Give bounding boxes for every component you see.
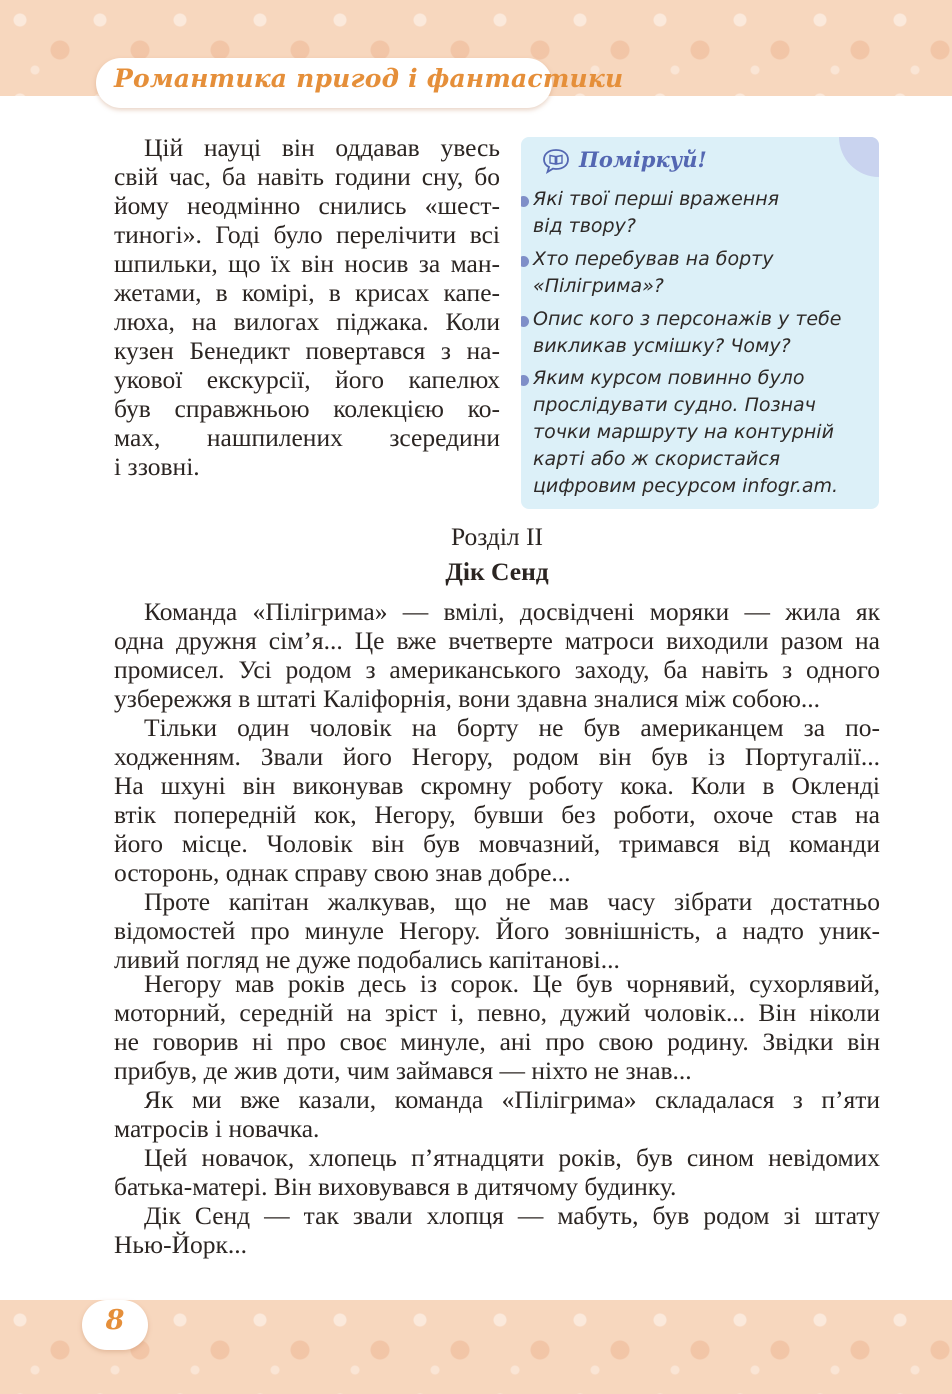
text-line: кузен Бенедикт повертався з на-: [114, 336, 500, 365]
text-line: ходженням. Звали його Негору, родом він був із Португалії...: [114, 742, 880, 771]
section-title: Романтика пригод і фантастики: [114, 64, 624, 93]
text-line: Негору мав років десь із сорок. Це був чорнявий, сухорлявий,: [144, 969, 880, 998]
question-line: Хто перебував на борту: [533, 248, 774, 270]
text-line: відомостей про минуле Негору. Його зовнішність, а надто уник-: [114, 916, 880, 945]
text-line: узбережжя в штаті Каліфорнія, вони здавна зналися між собою...: [114, 684, 821, 713]
text-line: Дік Сенд — так звали хлопця — мабуть, був родом зі штату: [144, 1201, 880, 1230]
text-line: не говорив ні про своє минуле, ані про свою родину. Звідки він: [114, 1027, 880, 1056]
question-line: Опис кого з персонажів у тебе: [533, 308, 842, 330]
text-line: мах, нашпилених зсередини: [114, 423, 500, 452]
bullet-icon: [521, 316, 529, 327]
text-line: шпильки, що їх він носив за ман-: [114, 249, 500, 278]
book-speech-icon: [542, 148, 570, 174]
question-line: Яким курсом повинно було: [533, 367, 805, 389]
text-line: Команда «Пілігрима» — вмілі, досвідчені моряки — жила як: [144, 597, 880, 626]
text-line: Як ми вже казали, команда «Пілігрима» складалася з п’яти: [144, 1085, 880, 1114]
text-line: укової екскурсії, його капелюх: [114, 365, 500, 394]
text-line: Цей новачок, хлопець п’ятнадцяти років, був сином невідомих: [144, 1143, 880, 1172]
think-box-title: Поміркуй!: [579, 147, 707, 172]
chapter-title: Дік Сенд: [445, 557, 549, 586]
text-line: тиногі». Годі було перелічити всі: [114, 220, 500, 249]
text-line: втік попередній кок, Негору, бувши без роботи, охоче став на: [114, 800, 880, 829]
question-line: цифровим ресурсом infogr.am.: [533, 475, 839, 497]
question-line: точки маршруту на контурній: [533, 421, 834, 443]
question-line: прослідувати судно. Познач: [533, 394, 816, 416]
text-line: моторний, середній на зріст і, певно, дужий чоловік... Він ніколи: [114, 998, 880, 1027]
text-line: промисел. Усі родом з американського заходу, ба навіть з одного: [114, 655, 880, 684]
text-line: Нью-Йорк...: [114, 1230, 248, 1259]
text-line: люха, на вилогах піджака. Коли: [114, 307, 500, 336]
text-line: батька-матері. Він виховувався в дитячому будинку.: [114, 1172, 677, 1201]
text-line: одна дружня сім’я... Це вже вчетверте матроси виходили разом на: [114, 626, 880, 655]
text-line: свій час, ба навіть години сну, бо: [114, 162, 500, 191]
question-line: карті або ж скористайся: [533, 448, 781, 470]
page-number: 8: [105, 1305, 125, 1336]
text-line: жетами, в комірі, в крисах капе-: [114, 278, 500, 307]
bullet-icon: [521, 375, 529, 386]
think-box-corner-decoration: [839, 137, 879, 177]
text-line: Тільки один чоловік на борту не був американцем за по-: [144, 713, 880, 742]
text-line: На шхуні він виконував скромну роботу кока. Коли в Окленді: [114, 771, 880, 800]
think-box: [521, 137, 879, 509]
text-line: матросів і новачка.: [114, 1114, 320, 1143]
text-line: Проте капітан жалкував, що не мав часу зібрати достатньо: [144, 887, 880, 916]
text-line: Цій науці він оддавав увесь: [144, 133, 500, 162]
text-line: його місце. Чоловік він був мовчазний, тримався від команди: [114, 829, 880, 858]
question-line: від твору?: [533, 215, 636, 237]
question-line: викликав усмішку? Чому?: [533, 335, 791, 357]
chapter-number: Розділ II: [450, 522, 544, 551]
text-line: був справжньою колекцією ко-: [114, 394, 500, 423]
question-line: Які твої перші враження: [533, 188, 780, 210]
text-line: осторонь, однак справу свою знав добре...: [114, 858, 571, 887]
text-line: прибув, де жив доти, чим займався — ніхто не знав...: [114, 1056, 692, 1085]
question-line: «Пілігрима»?: [533, 275, 664, 297]
bullet-icon: [521, 196, 529, 207]
bullet-icon: [521, 256, 529, 267]
text-line: ливий погляд не дуже подобались капітанові...: [114, 945, 620, 974]
text-line: і ззовні.: [114, 452, 200, 481]
text-line: йому неодмінно снились «шест-: [114, 191, 500, 220]
